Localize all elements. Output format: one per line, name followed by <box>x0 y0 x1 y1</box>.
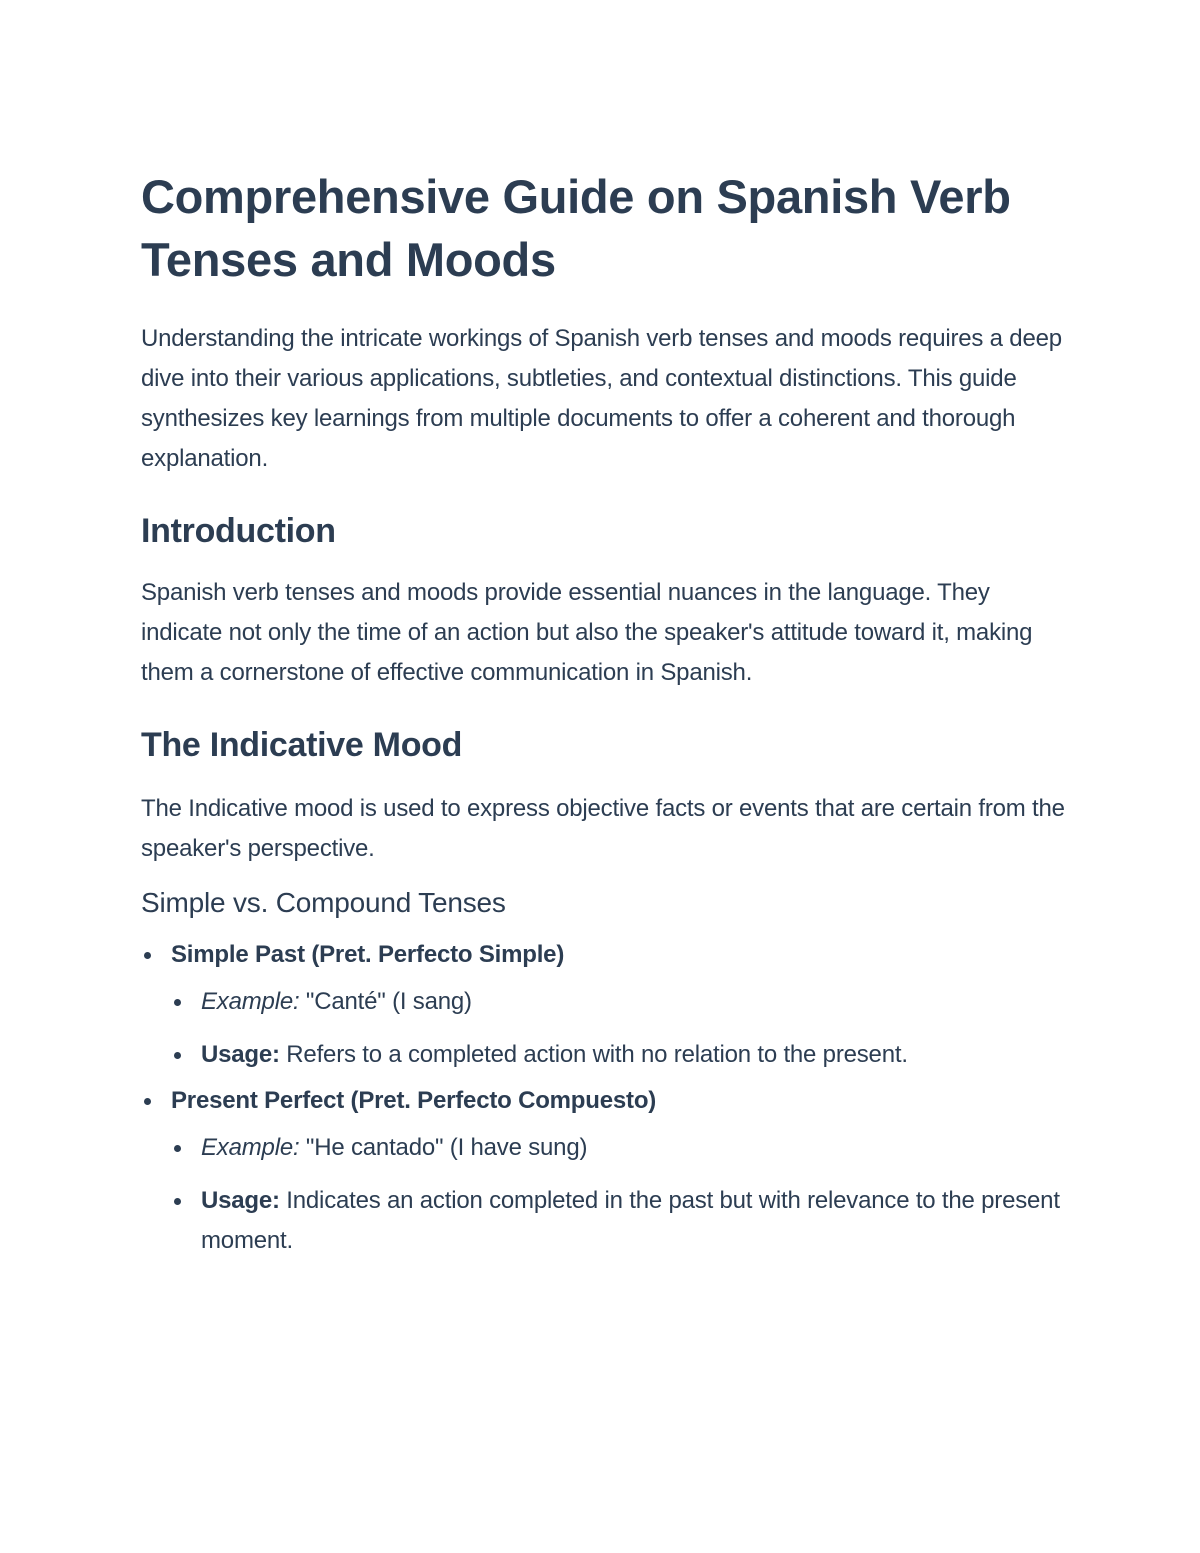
page-title: Comprehensive Guide on Spanish Verb Tenses and Moods <box>141 170 1011 286</box>
indicative-mood-paragraph: The Indicative mood is used to express objective facts or events that are certain from the speaker's perspective. <box>141 795 1065 862</box>
usage-item <box>171 1181 1071 1261</box>
tense-details <box>171 982 1071 1075</box>
example-item <box>171 1128 1071 1168</box>
example-item <box>171 982 1071 1022</box>
example-label: Example: <box>201 988 300 1015</box>
tense-item-present-perfect <box>141 1081 1071 1261</box>
bullet-icon <box>174 999 181 1006</box>
usage-text: Indicates an action completed in the past but with relevance to the present moment. <box>201 1187 1060 1254</box>
example-text: "He cantado" (I have sung) <box>299 1134 588 1161</box>
document-page <box>141 165 1071 1261</box>
bullet-icon <box>174 1145 181 1152</box>
indicative-mood-heading: The Indicative Mood <box>141 726 463 764</box>
usage-text: Refers to a completed action with no relation to the present. <box>279 1041 908 1068</box>
usage-item <box>171 1035 1071 1075</box>
bullet-icon <box>174 1052 181 1059</box>
introduction-paragraph: Spanish verb tenses and moods provide essential nuances in the language. They indicate not only the time of an action but also the speaker's attitude toward it, making them a cornerstone of effective communication in Spanish. <box>141 579 1033 686</box>
tense-title: Present Perfect (Pret. Perfecto Compuesto) <box>171 1087 657 1114</box>
bullet-icon <box>144 952 151 959</box>
bullet-icon <box>144 1098 151 1105</box>
tense-title: Simple Past (Pret. Perfecto Simple) <box>171 941 565 968</box>
example-text: "Canté" (I sang) <box>299 988 472 1015</box>
introduction-heading: Introduction <box>141 512 336 550</box>
intro-paragraph: Understanding the intricate workings of Spanish verb tenses and moods requires a deep dive into their various applications, subtleties, and contextual distinctions. This guide synthesizes key learnings from multiple documents to offer a coherent and thorough explanation. <box>141 325 1062 472</box>
simple-vs-compound-subheading: Simple vs. Compound Tenses <box>141 887 506 918</box>
tense-list <box>141 935 1071 1261</box>
tense-item-simple-past <box>141 935 1071 1075</box>
bullet-icon <box>174 1198 181 1205</box>
tense-details <box>171 1128 1071 1261</box>
example-label: Example: <box>201 1134 300 1161</box>
usage-label: Usage: <box>201 1041 280 1068</box>
usage-label: Usage: <box>201 1187 280 1214</box>
